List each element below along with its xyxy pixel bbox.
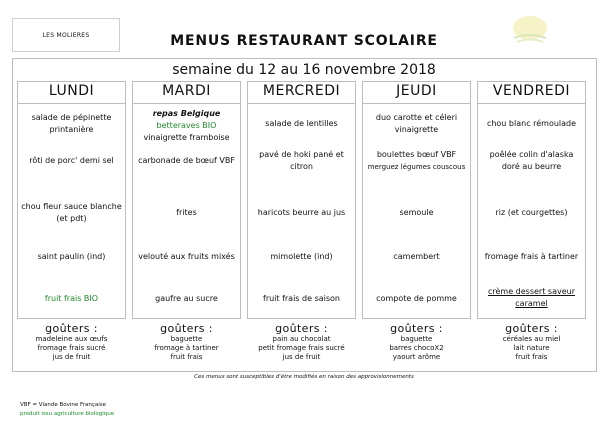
starter-dressing: vinaigrette framboise — [143, 133, 230, 142]
school-name: LES MOLIERES — [12, 18, 120, 52]
side-dish: frites — [176, 208, 197, 217]
divider — [478, 103, 585, 104]
cheese: camembert — [393, 252, 440, 261]
divider — [18, 103, 125, 104]
gouter-item: fromage à tartiner — [154, 344, 219, 352]
divider — [248, 103, 355, 104]
starter: salade de lentilles — [265, 119, 338, 128]
gouter-item: petit fromage frais sucré — [258, 344, 345, 352]
gouter-item: lait nature — [513, 344, 550, 352]
main-dish: boulettes bœuf VBF — [376, 150, 457, 159]
starter: betteraves BIO — [156, 121, 217, 130]
disclaimer-note: Ces menus sont susceptibles d'être modifiés en raison des approvisionnements — [194, 374, 414, 380]
page-title: MENUS RESTAURANT SCOLAIRE — [170, 33, 438, 49]
gouter-title: goûters : — [160, 322, 213, 335]
dessert: gaufre au sucre — [155, 294, 218, 303]
day-column-mardi — [132, 81, 241, 319]
day-column-lundi — [17, 81, 126, 319]
week-label: semaine du 12 au 16 novembre 2018 — [172, 62, 436, 78]
cheese: velouté aux fruits mixés — [138, 252, 235, 261]
gouter-title: goûters : — [505, 322, 558, 335]
main-dish: rôti de porc' demi sel — [29, 156, 114, 165]
cheese: mimolette (ind) — [270, 252, 333, 261]
dessert: fruit frais BIO — [44, 294, 99, 303]
side-dish: riz (et courgettes) — [495, 208, 568, 217]
gouter-item: baguette — [400, 335, 433, 343]
starter: duo carotte et céleri vinaigrette — [375, 113, 458, 134]
restaurant-logo-icon — [508, 14, 552, 48]
side-dish: semoule — [399, 208, 434, 217]
day-heading: MARDI — [162, 83, 211, 99]
main-dish-alt: merguez légumes couscous — [367, 163, 466, 171]
dessert: compote de pomme — [376, 294, 457, 303]
side-dish: chou fleur sauce blanche (et pdt) — [21, 202, 122, 223]
dessert: fruit frais de saison — [263, 294, 340, 303]
main-dish: poêlée colin d'alaska doré au beurre — [489, 150, 574, 171]
gouter-item: jus de fruit — [52, 353, 91, 361]
themed-meal-title: repas Belgique — [152, 109, 221, 118]
gouter-item: barres chocoX2 — [389, 344, 444, 352]
divider — [133, 103, 240, 104]
day-column-vendredi — [477, 81, 586, 319]
day-column-jeudi — [362, 81, 471, 319]
gouter-title: goûters : — [45, 322, 98, 335]
gouter-item: fromage frais sucré — [37, 344, 106, 352]
gouter-item: jus de fruit — [282, 353, 321, 361]
dessert: crème dessert saveur caramel — [487, 287, 575, 308]
day-heading: VENDREDI — [492, 83, 571, 99]
starter: chou blanc rémoulade — [486, 119, 577, 128]
main-dish: carbonade de bœuf VBF — [138, 156, 235, 165]
gouter-title: goûters : — [390, 322, 443, 335]
gouter-mardi — [132, 322, 241, 362]
gouter-item: yaourt arôme — [392, 353, 441, 361]
gouter-title: goûters : — [275, 322, 328, 335]
cheese: saint paulin (ind) — [37, 252, 106, 261]
gouter-mercredi — [247, 322, 356, 362]
gouter-item: fruit frais — [170, 353, 203, 361]
day-heading: MERCREDI — [262, 83, 341, 99]
gouter-item: pain au chocolat — [272, 335, 331, 343]
legend-vbf: VBF = Viande Bovine Française — [20, 402, 107, 408]
gouter-jeudi — [362, 322, 471, 362]
gouter-item: céréales au miel — [502, 335, 561, 343]
divider — [363, 103, 470, 104]
main-dish: pavé de hoki pané et citron — [259, 150, 344, 171]
legend-bio: produit issu agriculture biologique — [20, 411, 115, 417]
day-column-mercredi — [247, 81, 356, 319]
starter: salade de pépinette printanière — [31, 113, 112, 134]
cheese: fromage frais à tartiner — [484, 252, 579, 261]
gouter-item: fruit frais — [515, 353, 548, 361]
gouter-lundi — [17, 322, 126, 362]
side-dish: haricots beurre au jus — [257, 208, 346, 217]
day-heading: LUNDI — [48, 83, 95, 99]
gouter-vendredi — [477, 322, 586, 362]
gouter-item: baguette — [170, 335, 203, 343]
day-heading: JEUDI — [396, 83, 437, 99]
gouter-item: madeleine aux œufs — [35, 335, 108, 343]
